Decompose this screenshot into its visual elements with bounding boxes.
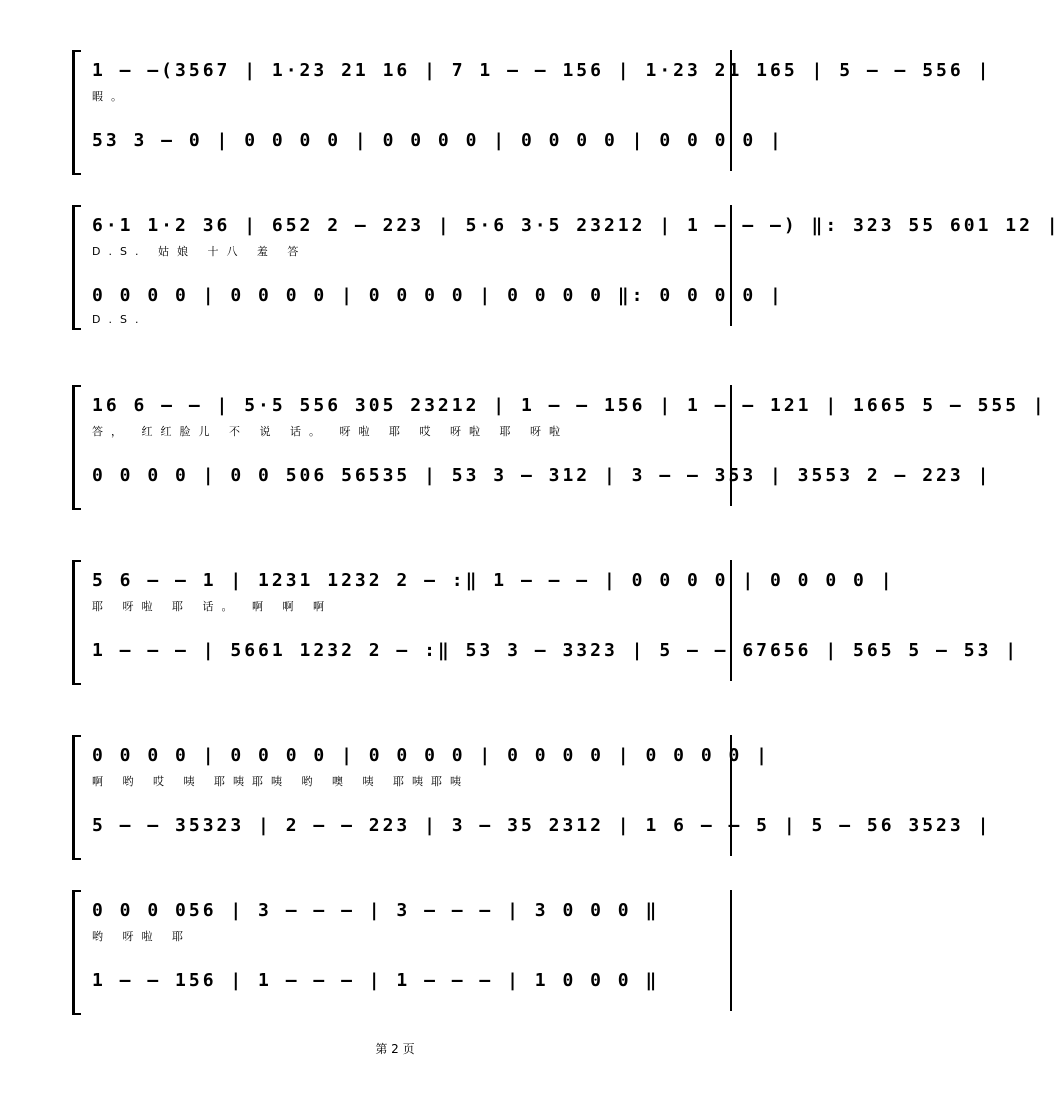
page-number: 第 2 页	[375, 1042, 415, 1056]
music-system	[72, 560, 1020, 685]
music-system	[72, 890, 732, 1015]
top-staff-lyrics: 哟 呀啦 耶	[92, 930, 191, 943]
bottom-staff-notes: 1 – – 156 | 1 – – – | 1 – – – | 1 0 0 0 ‖	[92, 970, 660, 991]
system-end-barline	[730, 890, 732, 1011]
system-bracket	[72, 735, 81, 860]
bottom-staff-notes: 53 3 – 0 | 0 0 0 0 | 0 0 0 0 | 0 0 0 0 | 0 0 0 0 |	[92, 130, 784, 151]
top-staff-lyrics: 啊 哟 哎 咦 耶咦耶咦 哟 噢 咦 耶咦耶咦	[92, 775, 469, 788]
bottom-staff-notes: 0 0 0 0 | 0 0 506 56535 | 53 3 – 312 | 3 – – 353 | 3553 2 – 223 |	[92, 465, 992, 486]
system-bracket	[72, 50, 81, 175]
top-staff-notes: 6·1 1·2 36 | 652 2 – 223 | 5·6 3·5 23212 | 1 – – –) ‖: 323 55 601 12 |	[92, 215, 1061, 236]
top-staff-notes: 5 6 – – 1 | 1231 1232 2 – :‖ 1 – – – | 0 0 0 0 | 0 0 0 0 |	[92, 570, 895, 591]
music-system	[72, 735, 992, 860]
bottom-staff	[92, 120, 784, 160]
top-staff-notes: 0 0 0 056 | 3 – – – | 3 – – – | 3 0 0 0 ‖	[92, 900, 660, 921]
bottom-staff	[92, 275, 784, 326]
top-staff-notes: 16 6 – – | 5·5 556 305 23212 | 1 – – 156 | 1 – – 121 | 1665 5 – 555 |	[92, 395, 1047, 416]
bottom-staff	[92, 805, 992, 845]
bottom-staff	[92, 630, 1020, 670]
top-staff-notes: 1 – –(3567 | 1·23 21 16 | 7 1 – – 156 | 1·23 21 165 | 5 – – 556 |	[92, 60, 992, 81]
system-bracket	[72, 890, 81, 1015]
bottom-staff-notes: 5 – – 35323 | 2 – – 223 | 3 – 35 2312 | 1 6 – – 5 | 5 – 56 3523 |	[92, 815, 992, 836]
bottom-staff-notes: 1 – – – | 5661 1232 2 – :‖ 53 3 – 3323 | 5 – – 67656 | 565 5 – 53 |	[92, 640, 1020, 661]
system-bracket	[72, 560, 81, 685]
bottom-staff	[92, 960, 722, 1000]
music-system	[72, 205, 1061, 330]
top-staff-lyrics: 耶 呀啦 耶 话。 啊 啊 啊	[92, 600, 332, 613]
music-system	[72, 385, 1047, 510]
top-staff	[92, 205, 1061, 258]
bottom-staff-notes: 0 0 0 0 | 0 0 0 0 | 0 0 0 0 | 0 0 0 0 ‖: 0 0 0 0 |	[92, 285, 784, 306]
top-staff	[92, 385, 1047, 438]
top-staff	[92, 50, 992, 103]
top-staff-lyrics: D.S. 姑娘 十八 羞 答	[92, 245, 307, 258]
top-staff	[92, 890, 722, 943]
top-staff-lyrics: 暇。	[92, 90, 130, 103]
top-staff-lyrics: 答， 红红脸儿 不 说 话。 呀啦 耶 哎 呀啦 耶 呀啦	[92, 425, 568, 438]
bottom-staff	[92, 455, 992, 495]
system-bracket	[72, 205, 81, 330]
music-system	[72, 50, 992, 175]
top-staff	[92, 560, 895, 613]
top-staff-notes: 0 0 0 0 | 0 0 0 0 | 0 0 0 0 | 0 0 0 0 | 0 0 0 0 |	[92, 745, 771, 766]
bottom-staff-lyrics: D.S.	[92, 313, 147, 326]
system-bracket	[72, 385, 81, 510]
top-staff	[92, 735, 771, 788]
